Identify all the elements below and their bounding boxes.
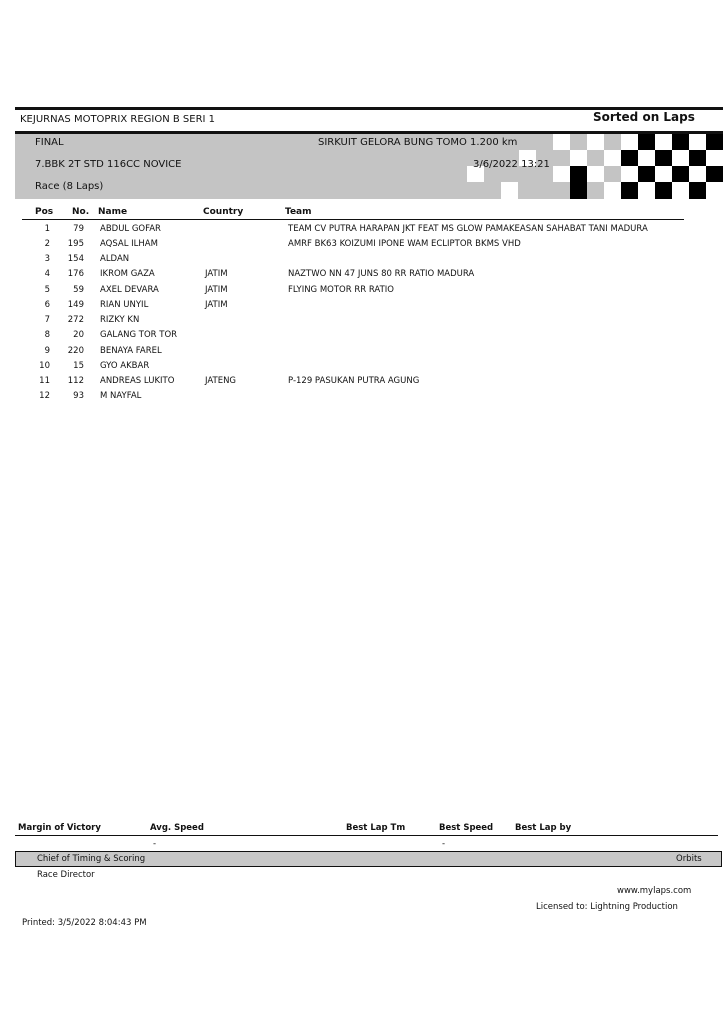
event-title: KEJURNAS MOTOPRIX REGION B SERI 1 (20, 114, 216, 125)
cell-no: 112 (67, 376, 84, 386)
sorted-label: Sorted on Laps (593, 110, 695, 124)
cell-pos: 9 (44, 346, 50, 356)
column-header-name: Name (98, 207, 128, 217)
cell-name: AXEL DEVARA (100, 285, 159, 295)
cell-country: JATIM (205, 269, 228, 279)
avg-speed-value: - (153, 839, 157, 849)
table-row (0, 300, 724, 315)
header-divider (22, 219, 684, 220)
column-header-team: Team (285, 207, 312, 217)
best-speed-label: Best Speed (439, 823, 494, 833)
cell-name: ABDUL GOFAR (100, 224, 161, 234)
table-row (0, 391, 724, 406)
cell-name: GALANG TOR TOR (100, 330, 178, 340)
cell-no: 79 (73, 224, 84, 234)
best-lap-tm-label: Best Lap Tm (346, 823, 406, 833)
table-row (0, 330, 724, 345)
cell-name: RIAN UNYIL (100, 300, 149, 310)
cell-name: ALDAN (100, 254, 130, 264)
column-header-no: No. (72, 207, 90, 217)
cell-name: GYO AKBAR (100, 361, 150, 371)
cell-pos: 1 (44, 224, 50, 234)
cell-name: BENAYA FAREL (100, 346, 162, 356)
avg-speed-label: Avg. Speed (150, 823, 204, 833)
cell-name: AQSAL ILHAM (100, 239, 158, 249)
website-label: www.mylaps.com (617, 886, 692, 896)
cell-pos: 7 (44, 315, 50, 325)
cell-pos: 11 (39, 376, 50, 386)
orbits-label: Orbits (676, 854, 702, 864)
cell-name: ANDREAS LUKITO (100, 376, 175, 386)
session-label: FINAL (35, 137, 64, 148)
best-speed-value: - (442, 839, 446, 849)
circuit-label: SIRKUIT GELORA BUNG TOMO 1.200 km (318, 137, 518, 148)
table-row (0, 239, 724, 254)
table-row (0, 315, 724, 330)
cell-name: M NAYFAL (100, 391, 142, 401)
cell-name: RIZKY KN (100, 315, 140, 325)
cell-pos: 2 (44, 239, 50, 249)
footer-divider (15, 835, 718, 836)
cell-team: AMRF BK63 KOIZUMI IPONE WAM ECLIPTOR BKMS VHD (288, 239, 521, 249)
race-label: Race (8 Laps) (35, 181, 104, 192)
margin-of-victory-label: Margin of Victory (18, 823, 101, 833)
race-director-label: Race Director (37, 870, 95, 880)
cell-pos: 6 (44, 300, 50, 310)
race-datetime: 3/6/2022 13:21 (473, 159, 550, 170)
printed-timestamp: Printed: 3/5/2022 8:04:43 PM (22, 918, 147, 928)
table-row (0, 254, 724, 269)
cell-team: TEAM CV PUTRA HARAPAN JKT FEAT MS GLOW PAMAKEASAN SAHABAT TANI MADURA (288, 224, 648, 234)
column-header-pos: Pos (35, 207, 54, 217)
cell-no: 59 (73, 285, 84, 295)
cell-no: 272 (67, 315, 84, 325)
table-row (0, 361, 724, 376)
cell-pos: 5 (44, 285, 50, 295)
best-lap-by-label: Best Lap by (515, 823, 572, 833)
class-label: 7.BBK 2T STD 116CC NOVICE (35, 159, 182, 170)
table-row (0, 285, 724, 300)
cell-name: IKROM GAZA (100, 269, 155, 279)
cell-no: 220 (67, 346, 84, 356)
cell-no: 195 (67, 239, 84, 249)
licensed-to-label: Licensed to: Lightning Production (536, 902, 678, 912)
cell-no: 176 (67, 269, 84, 279)
cell-team: NAZTWO NN 47 JUNS 80 RR RATIO MADURA (288, 269, 475, 279)
table-row (0, 346, 724, 361)
cell-pos: 4 (44, 269, 50, 279)
column-header-country: Country (203, 207, 244, 217)
cell-no: 93 (73, 391, 84, 401)
cell-no: 15 (73, 361, 84, 371)
cell-no: 20 (73, 330, 84, 340)
cell-no: 154 (67, 254, 84, 264)
cell-pos: 12 (39, 391, 50, 401)
cell-country: JATIM (205, 285, 228, 295)
cell-pos: 10 (39, 361, 50, 371)
table-row (0, 224, 724, 239)
cell-pos: 3 (44, 254, 50, 264)
cell-no: 149 (67, 300, 84, 310)
cell-country: JATIM (205, 300, 228, 310)
chief-of-timing-label: Chief of Timing & Scoring (37, 854, 146, 864)
cell-team: P-129 PASUKAN PUTRA AGUNG (288, 376, 420, 386)
cell-country: JATENG (205, 376, 237, 386)
table-row (0, 376, 724, 391)
cell-pos: 8 (44, 330, 50, 340)
cell-team: FLYING MOTOR RR RATIO (288, 285, 394, 295)
table-row (0, 269, 724, 284)
